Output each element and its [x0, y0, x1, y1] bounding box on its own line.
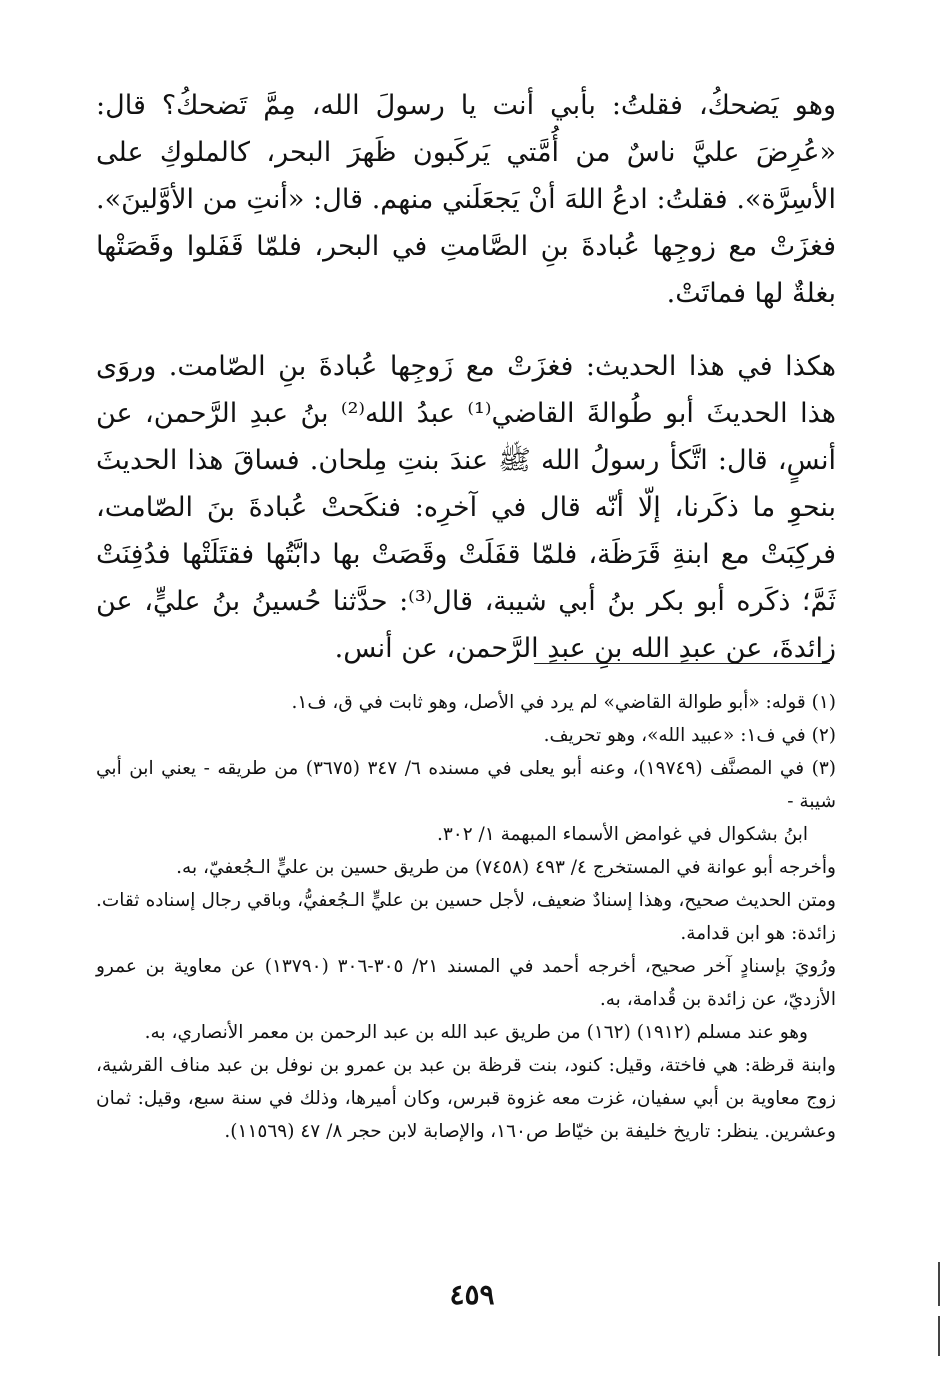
page-edge-mark — [938, 1316, 940, 1356]
footnote-3-paragraph-4: ورُويَ بإسنادٍ آخر صحيح، أخرجه أحمد في المسند ٢١/ ٣٠٥-٣٠٦ (١٣٧٩٠) عن معاوية بن عمرو الأزديّ، عن زائدة بن قُدامة، به. — [96, 956, 837, 1010]
footnotes — [96, 686, 836, 1148]
main-text — [96, 82, 836, 696]
paragraph-2: هكذا في هذا الحديث: فغزَتْ مع زَوجِها عُبادةَ بنِ الصّامت. وروَى هذا الحديثَ أبو طُوالةَ القاضي⁽¹⁾ عبدُ الله⁽²⁾ بنُ عبدِ الرَّحمن، عن أنسٍ، قال: اتَّكأ رسولُ الله ﷺ عندَ بنتِ مِلحان. فساقَ هذا الحديثَ بنحوِ ما ذكَرنا، إلّا أنّه قال في آخرِه: فنكَحتْ عُبادةَ بنَ الصّامت، فركِبَتْ مع ابنةِ قَرَظَة، فلمّا قفَلَتْ وقَصَتْ بها دابَّتُها فقتَلَتْها فدُفِنَتْ ثَمَّ؛ ذكَره أبو بكر بنُ أبي شيبة، قال⁽³⁾: حدَّثنا حُسينُ بنُ عليٍّ، عن زائدةَ، عن عبدِ الله بنِ عبدِ الرَّحمن، عن أنس. — [96, 351, 836, 664]
footnote-3-paragraph-2: وأخرجه أبو عوانة في المستخرج ٤/ ٤٩٣ (٧٤٥٨) من طريق حسين بن عليٍّ الـجُعفيّ، به. — [176, 857, 836, 878]
paragraph-1: وهو يَضحكُ، فقلتُ: بأبي أنت يا رسولَ الله، مِمَّ تَضحكُ؟ قال: «عُرِضَ عليَّ ناسٌ من أُمَّتي يَركَبون ظَهرَ البحر، كالملوكِ على الأسِرَّة». فقلتُ: ادعُ اللهَ أنْ يَجعَلَني منهم. قال: «أنتِ من الأوَّلينَ». فغزَتْ مع زوجِها عُبادةَ بنِ الصَّامتِ في البحر، فلمّا قَفَلوا وقَصَتْها بغلةٌ لها فماتَتْ. — [96, 90, 836, 309]
footnote-separator — [534, 663, 830, 664]
footnote-3-line-2: ابنُ بشكوال في غوامض الأسماء المبهمة ١/ ٣٠٢. — [436, 824, 808, 845]
page-edge-mark — [938, 1262, 940, 1306]
footnote-3-paragraph-3: ومتن الحديث صحيح، وهذا إسنادٌ ضعيف، لأجل حسين بن عليٍّ الـجُعفيُّ، وباقي رجال إسناده ثقات. زائدة: هو ابن قدامة. — [96, 890, 836, 944]
footnote-3-line-1: (٣) في المصنَّف (١٩٧٤٩)، وعنه أبو يعلى في مسنده ٦/ ٣٤٧ (٣٦٧٥) من طريقه - يعني ابن أبي شيبة - — [96, 758, 836, 812]
footnote-3-paragraph-5: وهو عند مسلم (١٩١٢) (١٦٢) من طريق عبد الله بن عبد الرحمن بن معمر الأنصاري، به. — [144, 1022, 808, 1043]
page-number: ٤٥٩ — [449, 1278, 495, 1311]
footnote-1: (١) قوله: «أبو طوالة القاضي» لم يرد في الأصل، وهو ثابت في ق، ف١. — [291, 692, 836, 713]
footnote-2: (٢) في ف١: «عبيد الله»، وهو تحريف. — [543, 725, 836, 746]
footnote-3-paragraph-6: وابنة قرظة: هي فاختة، وقيل: كنود، بنت قرظة بن عبد بن عمرو بن نوفل بن عبد مناف القرشية، زوج معاوية بن أبي سفيان، غزت معه غزوة قبرس، وكان أميرها، وذلك في سنة سبع، وقيل: ثمان وعشرين. ينظر: تاريخ خليفة بن خيّاط ص١٦٠، والإصابة لابن حجر ٨/ ٤٧ (١١٥٦٩). — [96, 1055, 836, 1142]
